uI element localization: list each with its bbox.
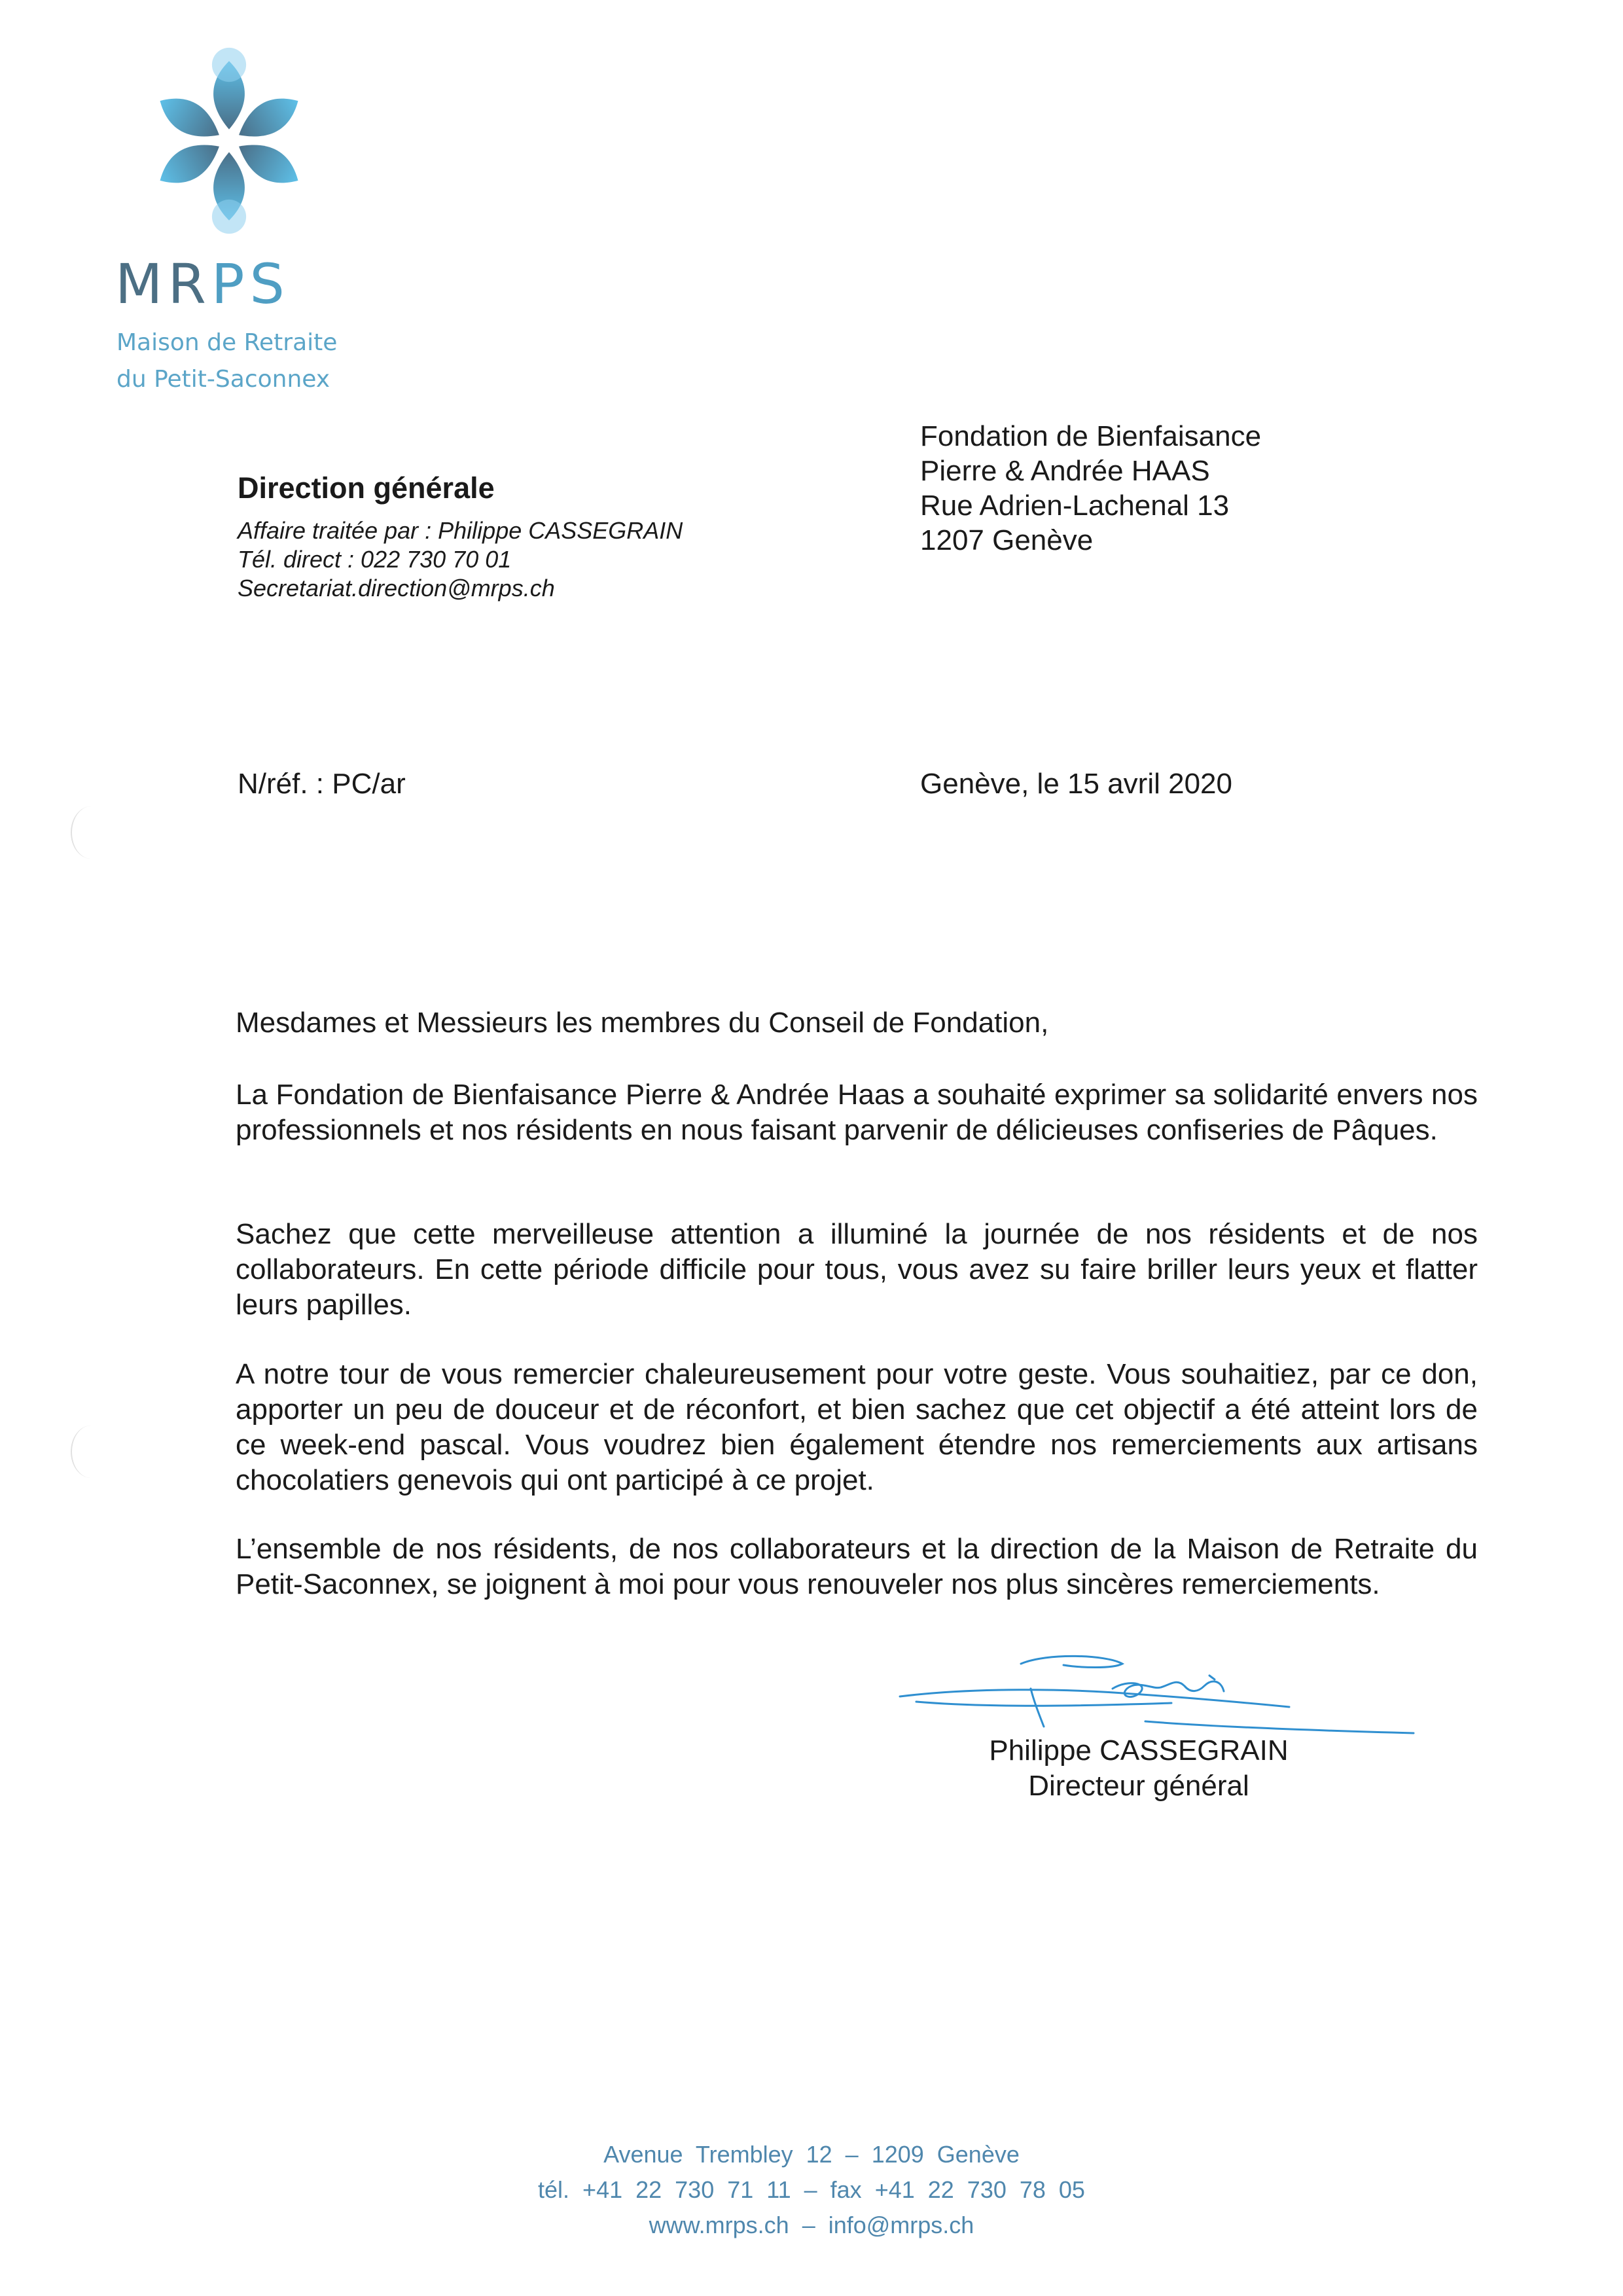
sender-department: Direction générale	[238, 471, 495, 505]
footer-web: www.mrps.ch – info@mrps.ch	[649, 2212, 974, 2238]
logo-subtitle-line2: du Petit-Saconnex	[116, 366, 330, 393]
handwritten-signature	[897, 1649, 1420, 1741]
flower-logo-icon	[134, 46, 324, 236]
recipient-line: Rue Adrien-Lachenal 13	[920, 490, 1230, 522]
recipient-line: 1207 Genève	[920, 524, 1094, 556]
sender-handled-by: Affaire traitée par : Philippe CASSEGRAIN	[238, 517, 683, 544]
reference: N/réf. : PC/ar	[238, 768, 406, 800]
footer-phones: tél. +41 22 730 71 11 – fax +41 22 730 78 05	[538, 2176, 1085, 2203]
logo-wordmark-mr: MR	[115, 252, 211, 316]
punch-hole-mark	[71, 806, 111, 859]
footer-address: Avenue Trembley 12 – 1209 Genève	[603, 2141, 1020, 2168]
recipient-address	[920, 419, 1261, 558]
logo-wordmark	[115, 252, 290, 316]
sender-email: Secretariat.direction@mrps.ch	[238, 575, 555, 601]
body-paragraph: La Fondation de Bienfaisance Pierre & Andrée Haas a souhaité exprimer sa solidarité envers nos professionnels et nos résidents en nous faisant parvenir de délicieuses confiseries de Pâques.	[236, 1079, 1478, 1146]
date-line: Genève, le 15 avril 2020	[920, 768, 1232, 800]
salutation: Mesdames et Messieurs les membres du Conseil de Fondation,	[236, 1007, 1049, 1039]
body-paragraph: Sachez que cette merveilleuse attention a illuminé la journée de nos résidents et de nos collaborateurs. En cette période difficile pour tous, vous avez su faire briller leurs yeux et flatter leurs papilles.	[236, 1218, 1478, 1321]
signatory-title: Directeur général	[1028, 1770, 1249, 1802]
body-paragraph: A notre tour de vous remercier chaleureusement pour votre geste. Vous souhaitiez, par ce don, apporter un peu de douceur et de réconfort, et bien sachez que cet objectif a été atteint lors de ce week-end pascal. Vous voudrez bien également étendre nos remerciements aux artisans chocolatiers genevois qui ont participé à ce projet.	[236, 1358, 1478, 1496]
signatory	[942, 1733, 1335, 1804]
recipient-line: Fondation de Bienfaisance	[920, 420, 1262, 452]
sender-phone: Tél. direct : 022 730 70 01	[238, 546, 512, 573]
recipient-line: Pierre & Andrée HAAS	[920, 455, 1210, 487]
logo-subtitle-line1: Maison de Retraite	[116, 329, 338, 356]
signatory-name: Philippe CASSEGRAIN	[989, 1734, 1289, 1767]
logo-wordmark-ps: PS	[211, 252, 290, 316]
footer	[0, 2137, 1623, 2243]
body-paragraph: L’ensemble de nos résidents, de nos collaborateurs et la direction de la Maison de Retraite du Petit-Saconnex, se joignent à moi pour vous renouveler nos plus sincères remerciements.	[236, 1533, 1478, 1600]
punch-hole-mark	[71, 1426, 111, 1478]
